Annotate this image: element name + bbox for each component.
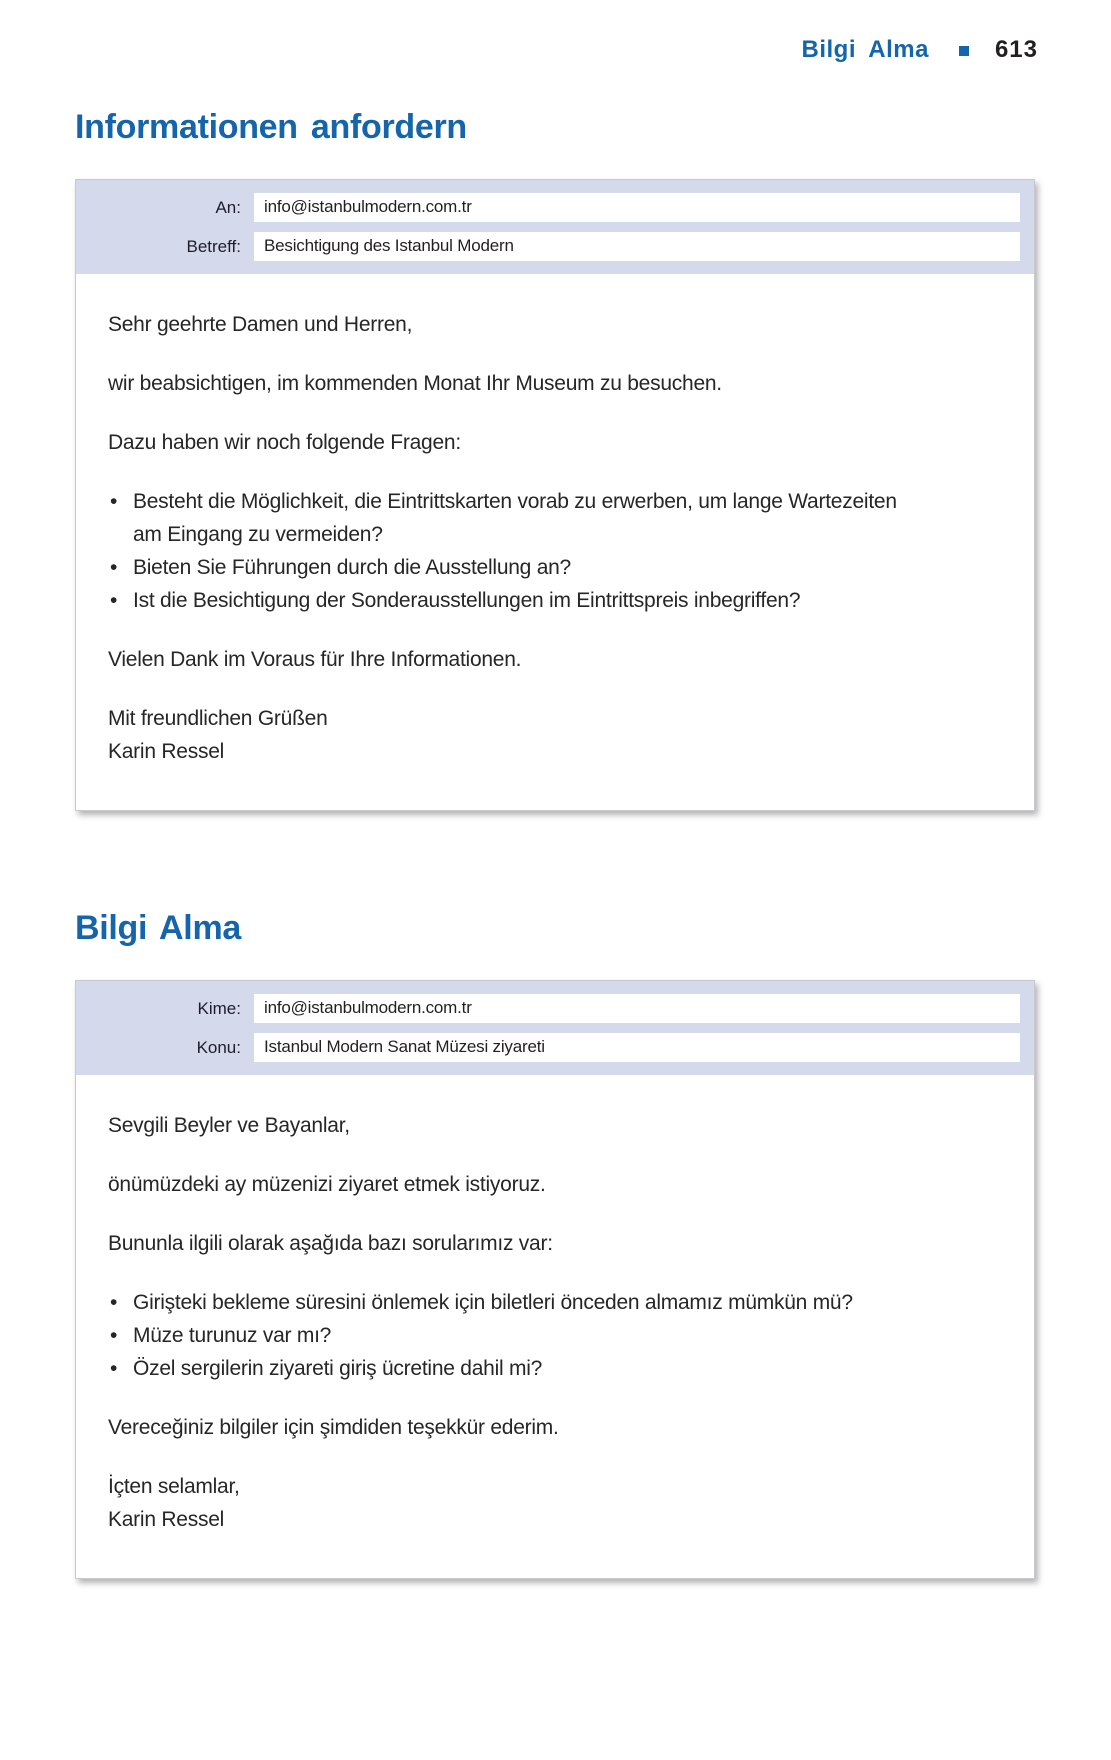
body-paragraph: wir beabsichtigen, im kommenden Monat Ihr Museum zu besuchen. [108,372,722,395]
section-title-german: Informationen anfordern [75,108,467,146]
email-header-german [76,180,1034,274]
body-paragraph: Bununla ilgili olarak aşağıda bazı sorularımız var: [108,1232,553,1255]
page-number: 613 [994,36,1038,63]
closing-line: Mit freundlichen Grüßen [108,707,328,730]
question-item: • Bieten Sie Führungen durch die Ausstellung an? [108,551,923,584]
email-body-turkish [76,1075,1034,1578]
salutation-line: Sehr geehrte Damen und Herren, [108,313,413,336]
question-item: • Besteht die Möglichkeit, die Eintrittskarten vorab zu erwerben, um lange Wartezeiten am Eingang zu vermeiden? [108,485,923,551]
email-to-row [76,193,1020,222]
question-list [108,1286,1010,1385]
subject-field-label: Betreff: [186,236,241,256]
question-item: • Özel sergilerin ziyareti giriş ücretine dahil mi? [108,1352,923,1385]
thanks-line: Vielen Dank im Voraus für Ihre Informationen. [108,648,522,671]
to-field-label: Kime: [197,998,241,1018]
question-item: • Müze turunuz var mı? [108,1319,923,1352]
question-item: • Girişteki bekleme süresini önlemek için biletleri önceden almamız mümkün mü? [108,1286,923,1319]
thanks-line: Vereceğiniz bilgiler için şimdiden teşekkür ederim. [108,1416,559,1439]
signature-line: Karin Ressel [108,740,225,763]
email-subject-row [76,232,1020,261]
running-header [0,0,1111,64]
body-paragraph: Dazu haben wir noch folgende Fragen: [108,431,461,454]
question-list [108,485,1010,617]
subject-field-input[interactable]: Istanbul Modern Sanat Müzesi ziyareti [254,1033,1020,1062]
to-field-label: An: [215,197,241,217]
email-card-turkish [75,980,1035,1579]
email-body-german [76,274,1034,810]
closing-line: İçten selamlar, [108,1475,240,1498]
email-header-turkish [76,981,1034,1075]
question-item: • Ist die Besichtigung der Sonderausstellungen im Eintrittspreis inbegriffen? [108,584,923,617]
section-title-turkish: Bilgi Alma [75,909,241,947]
running-header-section-label: Bilgi Alma [801,36,929,63]
salutation-line: Sevgili Beyler ve Bayanlar, [108,1114,350,1137]
email-card-german [75,179,1035,811]
section-marker-square-icon [959,46,969,56]
to-field-input[interactable]: info@istanbulmodern.com.tr [254,193,1020,222]
signature-line: Karin Ressel [108,1508,225,1531]
email-subject-row [76,1033,1020,1062]
body-paragraph: önümüzdeki ay müzenizi ziyaret etmek istiyoruz. [108,1173,546,1196]
subject-field-label: Konu: [196,1037,241,1057]
subject-field-input[interactable]: Besichtigung des Istanbul Modern [254,232,1020,261]
to-field-input[interactable]: info@istanbulmodern.com.tr [254,994,1020,1023]
email-to-row [76,994,1020,1023]
